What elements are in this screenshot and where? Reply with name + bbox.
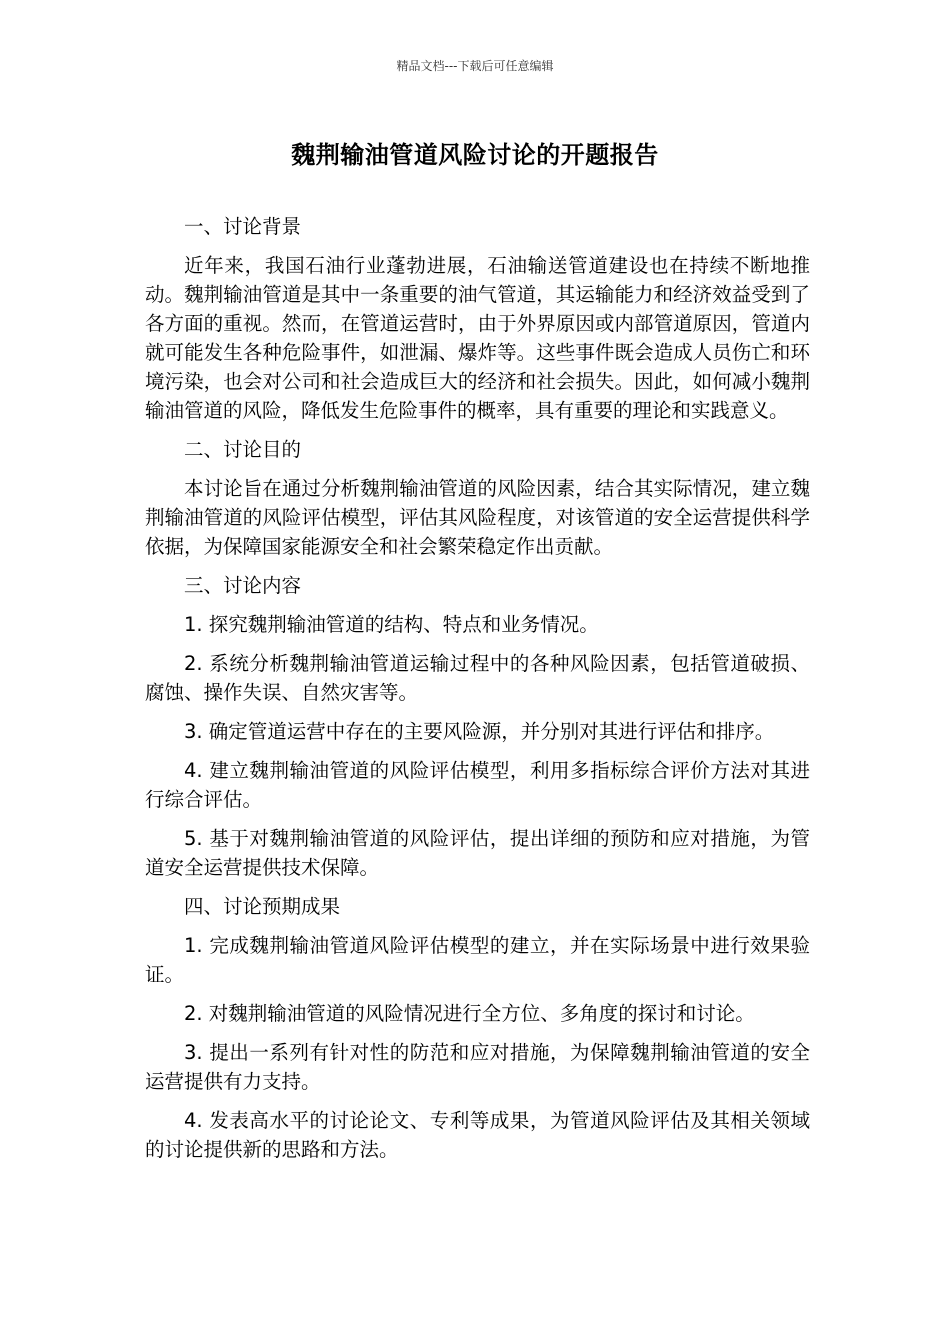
content-item-5: 5. 基于对魏荆输油管道的风险评估，提出详细的预防和应对措施，为管道安全运营提供技术保障。 — [145, 827, 810, 879]
content-item-4: 4. 建立魏荆输油管道的风险评估模型，利用多指标综合评价方法对其进行综合评估。 — [145, 759, 810, 811]
background-paragraph: 近年来，我国石油行业蓬勃进展，石油输送管道建设也在持续不断地推动。魏荆输油管道是其中一条重要的油气管道，其运输能力和经济效益受到了各方面的重视。然而，在管道运营时，由于外界原因或内部管道原因，管道内就可能发生各种危险事件，如泄漏、爆炸等。这些事件既会造成人员伤亡和环境污染，也会对公司和社会造成巨大的经济和社会损失。因此，如何减小魏荆输油管道的风险，降低发生危险事件的概率，具有重要的理论和实践意义。 — [145, 254, 810, 422]
content-item-2: 2. 系统分析魏荆输油管道运输过程中的各种风险因素，包括管道破损、腐蚀、操作失误、自然灾害等。 — [145, 652, 810, 704]
section-heading-background: 一、讨论背景 — [184, 215, 302, 238]
section-heading-content: 三、讨论内容 — [184, 574, 302, 597]
section-heading-purpose: 二、讨论目的 — [184, 438, 302, 461]
document-body — [145, 212, 810, 1174]
outcome-item-2: 2. 对魏荆输油管道的风险情况进行全方位、多角度的探讨和讨论。 — [184, 1002, 755, 1025]
page-header: 精品文档---下载后可任意编辑 — [396, 59, 554, 73]
outcome-item-3: 3. 提出一系列有针对性的防范和应对措施，为保障魏荆输油管道的安全运营提供有力支持。 — [145, 1041, 810, 1093]
outcome-item-4: 4. 发表高水平的讨论论文、专利等成果，为管道风险评估及其相关领域的讨论提供新的思路和方法。 — [145, 1109, 810, 1161]
purpose-paragraph: 本讨论旨在通过分析魏荆输油管道的风险因素，结合其实际情况，建立魏荆输油管道的风险评估模型，评估其风险程度，对该管道的安全运营提供科学依据，为保障国家能源安全和社会繁荣稳定作出贡献。 — [145, 477, 810, 558]
content-item-3: 3. 确定管道运营中存在的主要风险源，并分别对其进行评估和排序。 — [184, 720, 775, 743]
content-item-1: 1. 探究魏荆输油管道的结构、特点和业务情况。 — [184, 613, 599, 636]
outcome-item-1: 1. 完成魏荆输油管道风险评估模型的建立，并在实际场景中进行效果验证。 — [145, 934, 810, 986]
document-title: 魏荆输油管道风险讨论的开题报告 — [291, 141, 659, 169]
section-heading-outcomes: 四、讨论预期成果 — [184, 895, 341, 918]
